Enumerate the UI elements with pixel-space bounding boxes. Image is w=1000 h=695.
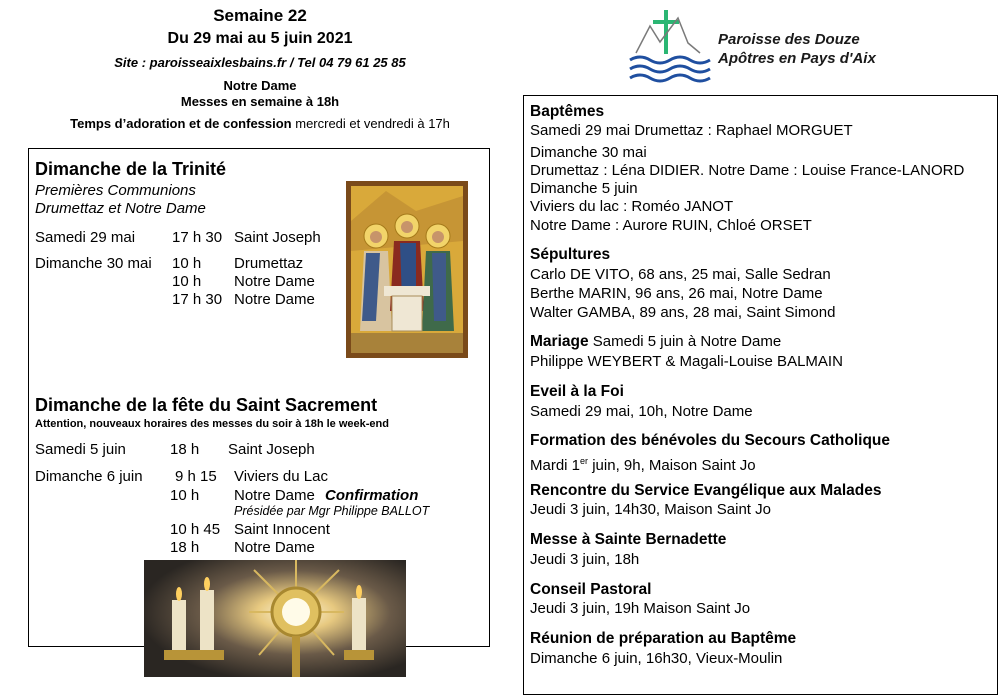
trinite-place: Drumettaz [234,255,304,272]
parish-name-line2: Apôtres en Pays d'Aix [718,50,876,67]
formation-detail [530,452,756,475]
trinite-subtitle-1: Premières Communions [35,182,196,199]
rencontre-detail: Jeudi 3 juin, 14h30, Maison Saint Jo [530,501,771,518]
sacrement-time: 9 h 15 [175,468,217,485]
mariage-heading [530,333,781,351]
mariage-date: Samedi 5 juin à Notre Dame [588,333,782,350]
sepultures-title: Sépultures [530,246,611,263]
sacrement-place: Saint Innocent [234,521,330,538]
sacrement-place: Notre Dame [234,487,315,504]
reunion-title: Réunion de préparation au Baptême [530,630,797,647]
date-range: Du 29 mai au 5 juin 2021 [167,30,353,47]
bapteme-line: Dimanche 30 mai [530,144,647,161]
formation-rest: juin, 9h, Maison Saint Jo [588,457,756,474]
bapteme-line: Viviers du lac : Roméo JANOT [530,198,734,215]
cross-icon [653,10,679,54]
trinite-place: Saint Joseph [234,229,321,246]
site-phone: Site : paroisseaixlesbains.fr / Tel 04 79 61 25 85 [114,55,406,70]
sepulture-line: Carlo DE VITO, 68 ans, 25 mai, Salle Sedran [530,266,831,283]
mariage-title: Mariage [530,333,589,350]
trinity-icon-image [346,181,468,358]
eveil-title: Eveil à la Foi [530,383,624,400]
messe-title: Messe à Sainte Bernadette [530,531,727,548]
sacrement-place: Saint Joseph [228,441,315,458]
trinite-day: Samedi 29 mai [35,229,136,246]
sacrement-time: 18 h [170,539,200,556]
parish-name [718,30,876,68]
conseil-detail: Jeudi 3 juin, 19h Maison Saint Jo [530,600,751,617]
trinite-day: Dimanche 30 mai [35,255,152,272]
weekday-mass: Messes en semaine à 18h [180,94,340,109]
church-name: Notre Dame [223,78,297,93]
adoration-times: mercredi et vendredi à 17h [291,116,450,131]
trinite-subtitle-2: Drumettaz et Notre Dame [35,200,206,217]
trinite-time: 17 h 30 [172,291,223,308]
sacrement-time: 18 h [170,441,200,458]
sepulture-line: Walter GAMBA, 89 ans, 28 mai, Saint Simond [530,304,836,321]
presided-by: Présidée par Mgr Philippe BALLOT [234,504,430,518]
formation-title: Formation des bénévoles du Secours Catholique [530,432,891,449]
rencontre-title: Rencontre du Service Evangélique aux Malades [530,482,882,499]
week-title: Semaine 22 [213,6,307,25]
bapteme-line: Samedi 29 mai Drumettaz : Raphael MORGUET [530,122,853,139]
adoration-line [0,116,520,131]
messe-detail: Jeudi 3 juin, 18h [530,551,640,568]
bapteme-line: Dimanche 5 juin [530,180,638,197]
sacrement-time: 10 h 45 [170,521,221,538]
trinite-time: 10 h [172,273,202,290]
sacrement-place-confirmation [234,487,418,505]
sacrement-notice: Attention, nouveaux horaires des messes du soir à 18h le week-end [35,418,389,430]
sacrement-day: Samedi 5 juin [35,441,126,458]
reunion-detail: Dimanche 6 juin, 16h30, Vieux-Moulin [530,650,783,667]
eveil-detail: Samedi 29 mai, 10h, Notre Dame [530,403,753,420]
parish-name-line1: Paroisse des Douze [718,31,860,48]
adoration-label: Temps d’adoration et de confession [70,116,292,131]
sacrement-place: Viviers du Lac [234,468,328,485]
trinite-time: 10 h [172,255,202,272]
sepulture-line: Berthe MARIN, 96 ans, 26 mai, Notre Dame [530,285,823,302]
sacrement-title: Dimanche de la fête du Saint Sacrement [35,395,378,415]
trinite-time: 17 h 30 [172,229,223,246]
conseil-title: Conseil Pastoral [530,581,652,598]
bapteme-line: Notre Dame : Aurore RUIN, Chloé ORSET [530,217,812,234]
sacrement-place: Notre Dame [234,539,315,556]
mariage-names: Philippe WEYBERT & Magali-Louise BALMAIN [530,353,843,370]
trinite-place: Notre Dame [234,291,315,308]
baptemes-title: Baptêmes [530,103,605,120]
sacrement-day: Dimanche 6 juin [35,468,143,485]
monstrance-image [144,560,406,677]
trinite-title: Dimanche de la Trinité [35,159,227,179]
confirmation-label: Confirmation [325,487,419,504]
formation-sup: er [580,456,589,466]
trinite-place: Notre Dame [234,273,315,290]
waves-icon [630,57,710,81]
sacrement-time: 10 h [170,487,200,504]
formation-day: Mardi 1 [530,457,581,474]
bapteme-line: Drumettaz : Léna DIDIER. Notre Dame : Louise France-LANORD [530,162,965,179]
